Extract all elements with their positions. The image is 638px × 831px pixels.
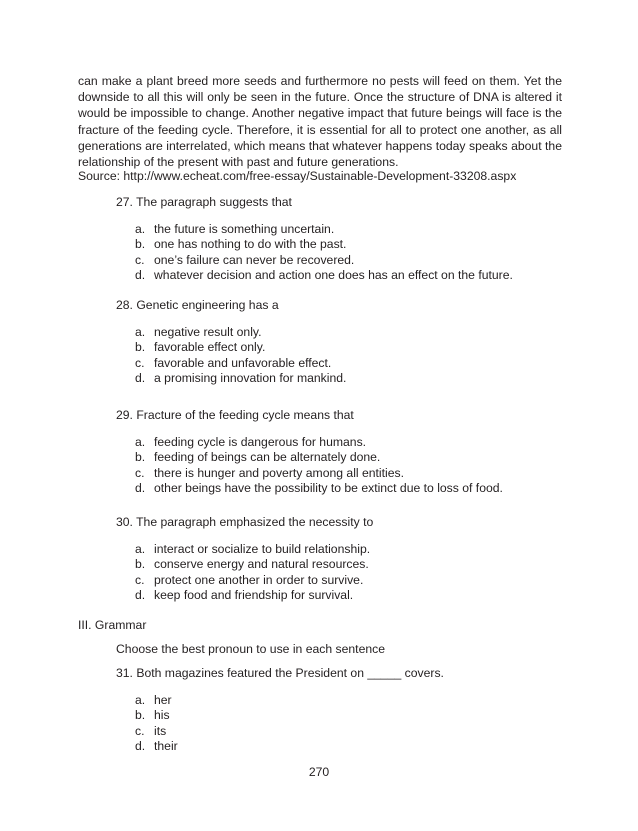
option-d (116, 268, 556, 283)
option-a (116, 693, 556, 708)
option-letter: a. (135, 435, 146, 449)
option-letter: a. (135, 693, 146, 707)
option-letter: a. (135, 222, 146, 236)
option-letter: b. (135, 237, 146, 252)
option-letter: d. (135, 588, 146, 603)
option-c (116, 356, 556, 371)
option-text: keep food and friendship for survival. (154, 588, 354, 603)
option-letter: b. (135, 450, 146, 465)
option-text: a promising innovation for mankind. (154, 371, 347, 386)
question-stem: 30. The paragraph emphasized the necessity to (116, 515, 374, 529)
option-letter: a. (135, 542, 146, 556)
option-letter: d. (135, 371, 146, 386)
option-letter: a. (135, 325, 146, 339)
question-stem: 31. Both magazines featured the President on _____ covers. (116, 666, 444, 680)
option-letter: d. (135, 268, 146, 283)
passage-paragraph: can make a plant breed more seeds and furthermore no pests will feed on them. Yet the downside to all this will only be seen in the future. Once the structure of DNA is altered it would be impossible to change. Another negative impact that future beings will face is the fracture of the feeding cycle. Therefore, it is essential for all to protect one another, as all generations are interrelated, which means that whatever happens today speaks about the relationship of the present with past and future generations. (78, 74, 562, 170)
options-list (116, 325, 556, 387)
options-list (116, 435, 556, 497)
option-text: there is hunger and poverty among all entities. (154, 465, 404, 480)
question-31 (116, 665, 556, 755)
option-text: negative result only. (154, 325, 262, 339)
page-number: 270 (308, 765, 330, 779)
option-d (116, 588, 556, 603)
option-text: interact or socialize to build relationship. (154, 542, 371, 556)
option-text: feeding of beings can be alternately done. (154, 450, 381, 465)
options-list (116, 542, 556, 604)
option-text: favorable and unfavorable effect. (154, 355, 332, 370)
question-27 (116, 194, 556, 284)
option-b (116, 237, 556, 252)
question-stem: 27. The paragraph suggests that (116, 195, 292, 209)
option-a (116, 222, 556, 237)
section-instruction: Choose the best pronoun to use in each sentence (116, 642, 385, 656)
option-b (116, 450, 556, 465)
question-stem: 28. Genetic engineering has a (116, 298, 279, 312)
option-text: his (154, 708, 170, 723)
option-letter: d. (135, 739, 146, 754)
option-text: feeding cycle is dangerous for humans. (154, 435, 367, 449)
question-28 (116, 297, 556, 387)
option-d (116, 371, 556, 386)
option-letter: b. (135, 340, 146, 355)
option-c (116, 466, 556, 481)
option-a (116, 542, 556, 557)
option-letter: c. (135, 465, 145, 480)
option-c (116, 724, 556, 739)
options-list (116, 222, 556, 284)
option-text: whatever decision and action one does has an effect on the future. (154, 268, 513, 283)
option-text: conserve energy and natural resources. (154, 557, 369, 572)
option-text: one has nothing to do with the past. (154, 237, 347, 252)
option-text: protect one another in order to survive. (154, 572, 364, 587)
option-c (116, 573, 556, 588)
options-list (116, 693, 556, 755)
source-citation: Source: http://www.echeat.com/free-essay/Sustainable-Development-33208.aspx (78, 169, 517, 183)
option-a (116, 435, 556, 450)
option-letter: b. (135, 557, 146, 572)
option-b (116, 708, 556, 723)
option-letter: b. (135, 708, 146, 723)
option-text: the future is something uncertain. (154, 222, 335, 236)
option-text: favorable effect only. (154, 340, 266, 355)
question-29 (116, 407, 556, 497)
option-letter: c. (135, 355, 145, 370)
question-stem: 29. Fracture of the feeding cycle means that (116, 408, 354, 422)
option-text: their (154, 739, 178, 754)
option-b (116, 557, 556, 572)
option-letter: c. (135, 252, 145, 267)
question-30 (116, 514, 556, 604)
option-text: her (154, 693, 172, 707)
option-b (116, 340, 556, 355)
option-c (116, 253, 556, 268)
option-d (116, 481, 556, 496)
option-letter: d. (135, 481, 146, 496)
option-a (116, 325, 556, 340)
option-letter: c. (135, 723, 145, 738)
option-text: one’s failure can never be recovered. (154, 252, 355, 267)
section-heading: III. Grammar (78, 618, 147, 632)
option-text: its (154, 723, 167, 738)
option-d (116, 739, 556, 754)
option-letter: c. (135, 572, 145, 587)
option-text: other beings have the possibility to be extinct due to loss of food. (154, 481, 503, 496)
